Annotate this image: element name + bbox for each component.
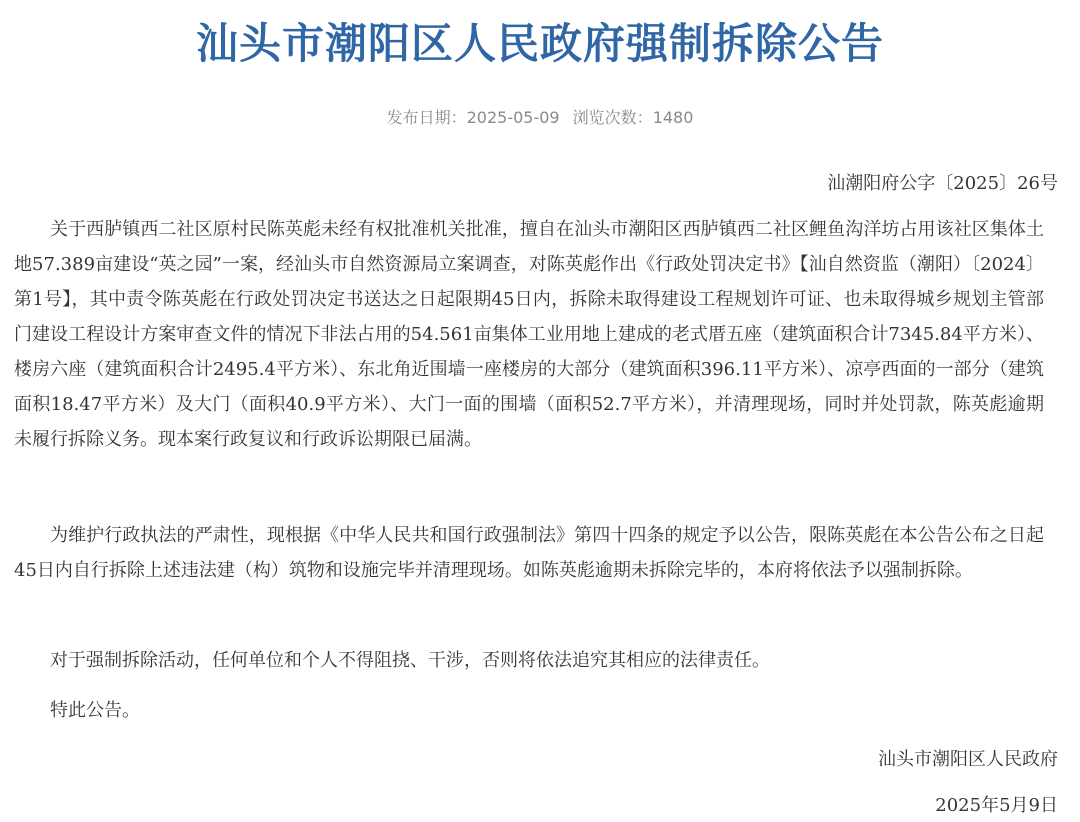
page-title: 汕头市潮阳区人民政府强制拆除公告 [195, 19, 884, 68]
body-paragraph-2: 为维护行政执法的严肃性，现根据《中华人民共和国行政强制法》第四十四条的规定予以公告，限陈英彪在本公告公布之日起45日内自行拆除上述违法建（构）筑物和设施完毕并清理现场。如陈英彪逾期未拆除完毕的，本府将依法予以强制拆除。 [14, 525, 1044, 581]
view-count [573, 108, 694, 127]
publish-date-label: 发布日期： [386, 108, 467, 127]
body-paragraph-1: 关于西胪镇西二社区原村民陈英彪未经有权批准机关批准，擅自在汕头市潮阳区西胪镇西二社区鲤鱼沟洋坊占用该社区集体土地57.389亩建设“英之园”一案，经汕头市自然资源局立案调查，对陈英彪作出《行政处罚决定书》【汕自然资监（潮阳）〔2024〕第1号】，其中责令陈英彪在行政处罚决定书送达之日起限期45日内，拆除未取得建设工程规划许可证、也未取得城乡规划主管部门建设工程设计方案审查文件的情况下非法占用的54.561亩集体工业用地上建成的老式厝五座（建筑面积合计7345.84平方米）、楼房六座（建筑面积合计2495.4平方米）、东北角近围墙一座楼房的大部分（建筑面积396.11平方米）、凉亭西面的一部分（建筑面积18.47平方米）及大门（面积40.9平方米）、大门一面的围墙（面积52.7平方米），并清理现场，同时并处罚款，陈英彪逾期未履行拆除义务。现本案行政复议和行政诉讼期限已届满。 [14, 219, 1044, 450]
article-meta [0, 104, 1080, 132]
view-count-value: 1480 [652, 108, 694, 127]
view-count-label: 浏览次数： [572, 108, 653, 127]
body-paragraph-4: 特此公告。 [50, 700, 140, 721]
signature-date: 2025年5月9日 [935, 795, 1058, 816]
publish-date [387, 108, 560, 127]
body-paragraph-3: 对于强制拆除活动，任何单位和个人不得阻挠、干涉，否则将依法追究其相应的法律责任。 [50, 650, 770, 671]
document-number: 汕潮阳府公字〔2025〕26号 [827, 173, 1058, 194]
publish-date-value: 2025-05-09 [466, 108, 560, 127]
signature-organization: 汕头市潮阳区人民政府 [878, 749, 1058, 770]
